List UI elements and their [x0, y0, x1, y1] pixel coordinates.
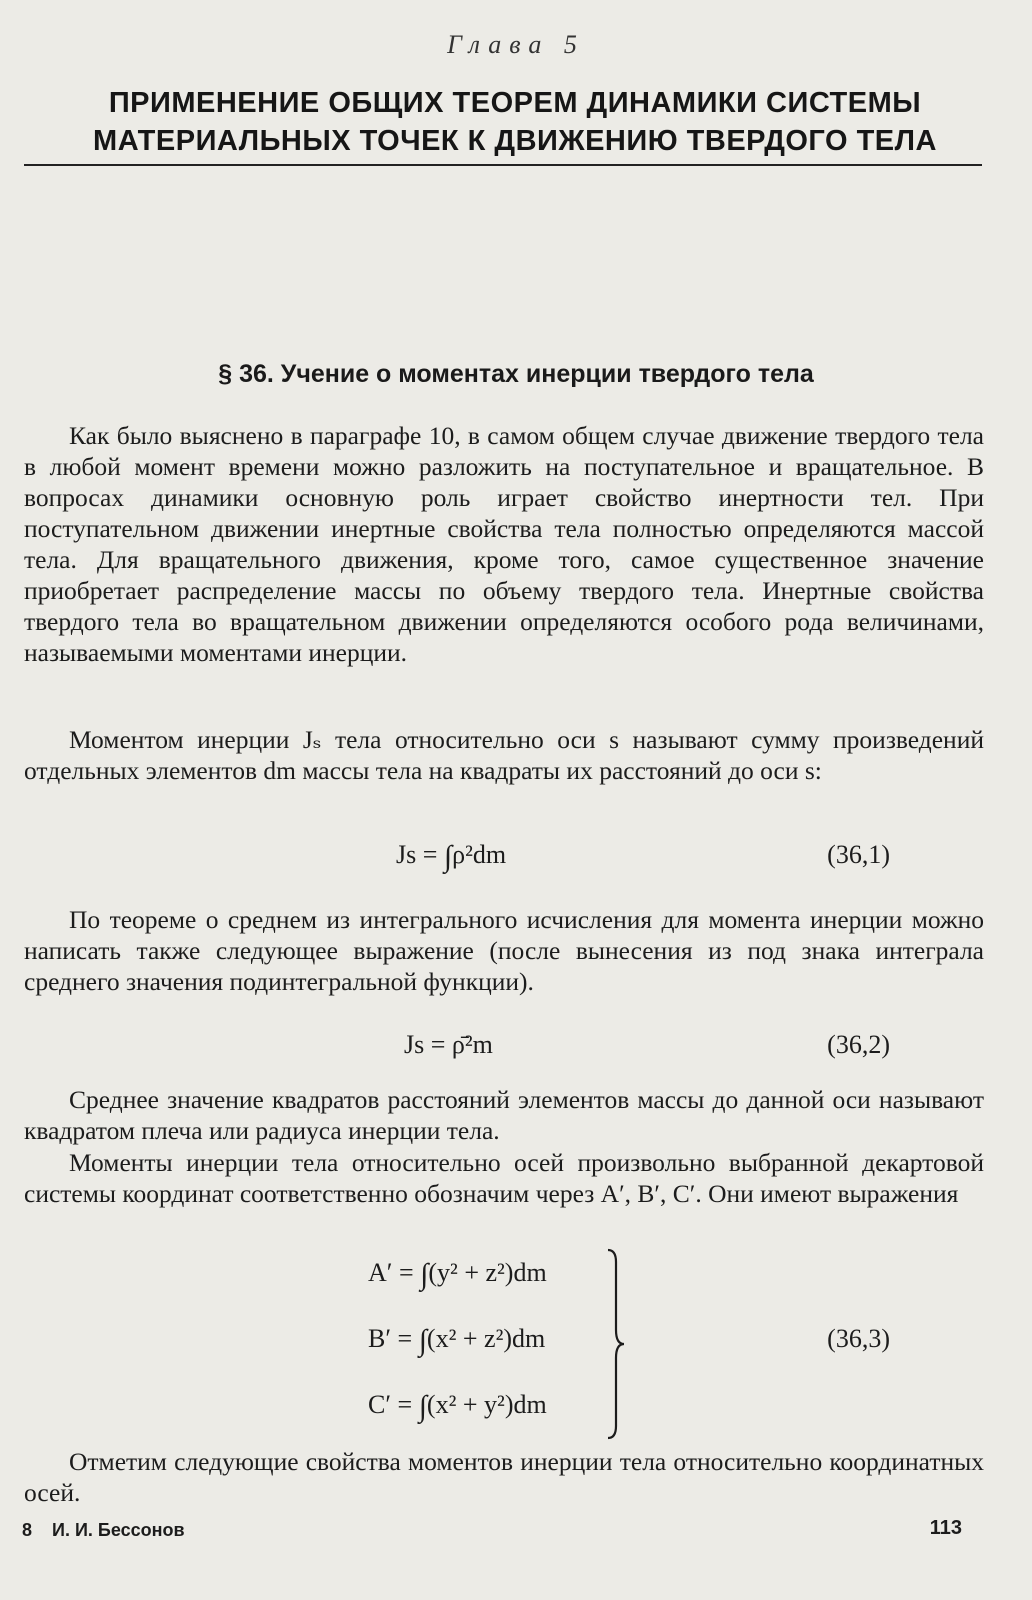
equation-36-3-c-rhs: (x² + y²)dm	[426, 1390, 547, 1419]
integral-icon: ∫	[418, 1324, 427, 1357]
integral-icon: ∫	[443, 840, 453, 873]
paragraph-3-text: По теореме о среднем из интегрального исчисления для момента инерции можно написать также следующее выражение (после вынесения из под знака интеграла среднего значения подинтегральной функции).	[24, 905, 984, 996]
equation-number-36-2: (36,2)	[827, 1030, 890, 1059]
paragraph-2	[24, 724, 984, 786]
equation-36-3-a-lhs: A′ =	[368, 1258, 421, 1287]
chapter-title-line-2: МАТЕРИАЛЬНЫХ ТОЧЕК К ДВИЖЕНИЮ ТВЕРДОГО ТЕЛА	[93, 125, 937, 157]
integral-icon: ∫	[420, 1258, 429, 1291]
signature-mark: 8	[22, 1520, 33, 1540]
paragraph-1-text: Как было выяснено в параграфе 10, в самом общем случае движение твердого тела в любой момент времени можно разложить на поступательное и вращательное. В вопросах динамики основную роль играет свойство инертности тел. При поступательном движении инертные свойства тела полностью определяются массой тела. Для вращательного движения, кроме того, самое существенное значение приобретает распределение массы по объему твердого тела. Инертные свойства твердого тела во вращательном движении определяются особого рода величинами, называемыми моментами инерции.	[24, 421, 984, 667]
paragraph-6-text: Отметим следующие свойства моментов инерции тела относительно координатных осей.	[24, 1447, 984, 1507]
equation-36-3-b	[368, 1324, 545, 1358]
integral-icon: ∫	[418, 1390, 427, 1423]
title-rule	[24, 164, 982, 166]
paragraph-5-text: Моменты инерции тела относительно осей произвольно выбранной декартовой системы координат соответственно обозначим через A′, B′, C′. Они имеют выражения	[24, 1148, 984, 1208]
paragraph-5	[24, 1147, 984, 1209]
equation-36-2: Js = ρ̄²m	[404, 1030, 493, 1059]
right-brace-icon	[604, 1248, 628, 1440]
equation-36-3-c-lhs: C′ =	[368, 1390, 419, 1419]
paragraph-2-text: Моментом инерции Jₛ тела относительно оси s называют сумму произведений отдельных элементов dm массы тела на квадраты их расстояний до оси s:	[24, 725, 984, 785]
author-name: И. И. Бессонов	[52, 1520, 185, 1540]
equation-36-1-rhs: ρ²dm	[452, 840, 507, 869]
page-number: 113	[929, 1517, 962, 1539]
equation-36-1	[396, 840, 506, 874]
chapter-label: Глава 5	[447, 30, 585, 59]
paragraph-3	[24, 904, 984, 997]
equation-36-3-a-rhs: (y² + z²)dm	[428, 1258, 547, 1287]
equation-36-3-a	[368, 1258, 547, 1292]
paragraph-1	[24, 420, 984, 668]
equation-36-3-c	[368, 1390, 547, 1424]
section-heading: § 36. Учение о моментах инерции твердого тела	[218, 360, 814, 388]
equation-number-36-1: (36,1)	[827, 840, 890, 869]
paragraph-4-text: Среднее значение квадратов расстояний элементов массы до данной оси называют квадратом плеча или радиуса инерции тела.	[24, 1085, 984, 1145]
equation-36-1-lhs: Js =	[396, 840, 444, 869]
chapter-title-line-1: ПРИМЕНЕНИЕ ОБЩИХ ТЕОРЕМ ДИНАМИКИ СИСТЕМЫ	[108, 87, 922, 119]
equation-number-36-3: (36,3)	[827, 1324, 890, 1353]
paragraph-4	[24, 1084, 984, 1146]
footer	[22, 1520, 185, 1541]
equation-36-3-b-rhs: (x² + z²)dm	[426, 1324, 546, 1353]
equation-36-3-b-lhs: B′ =	[368, 1324, 419, 1353]
paragraph-6	[24, 1446, 984, 1508]
chapter-title	[40, 84, 990, 160]
